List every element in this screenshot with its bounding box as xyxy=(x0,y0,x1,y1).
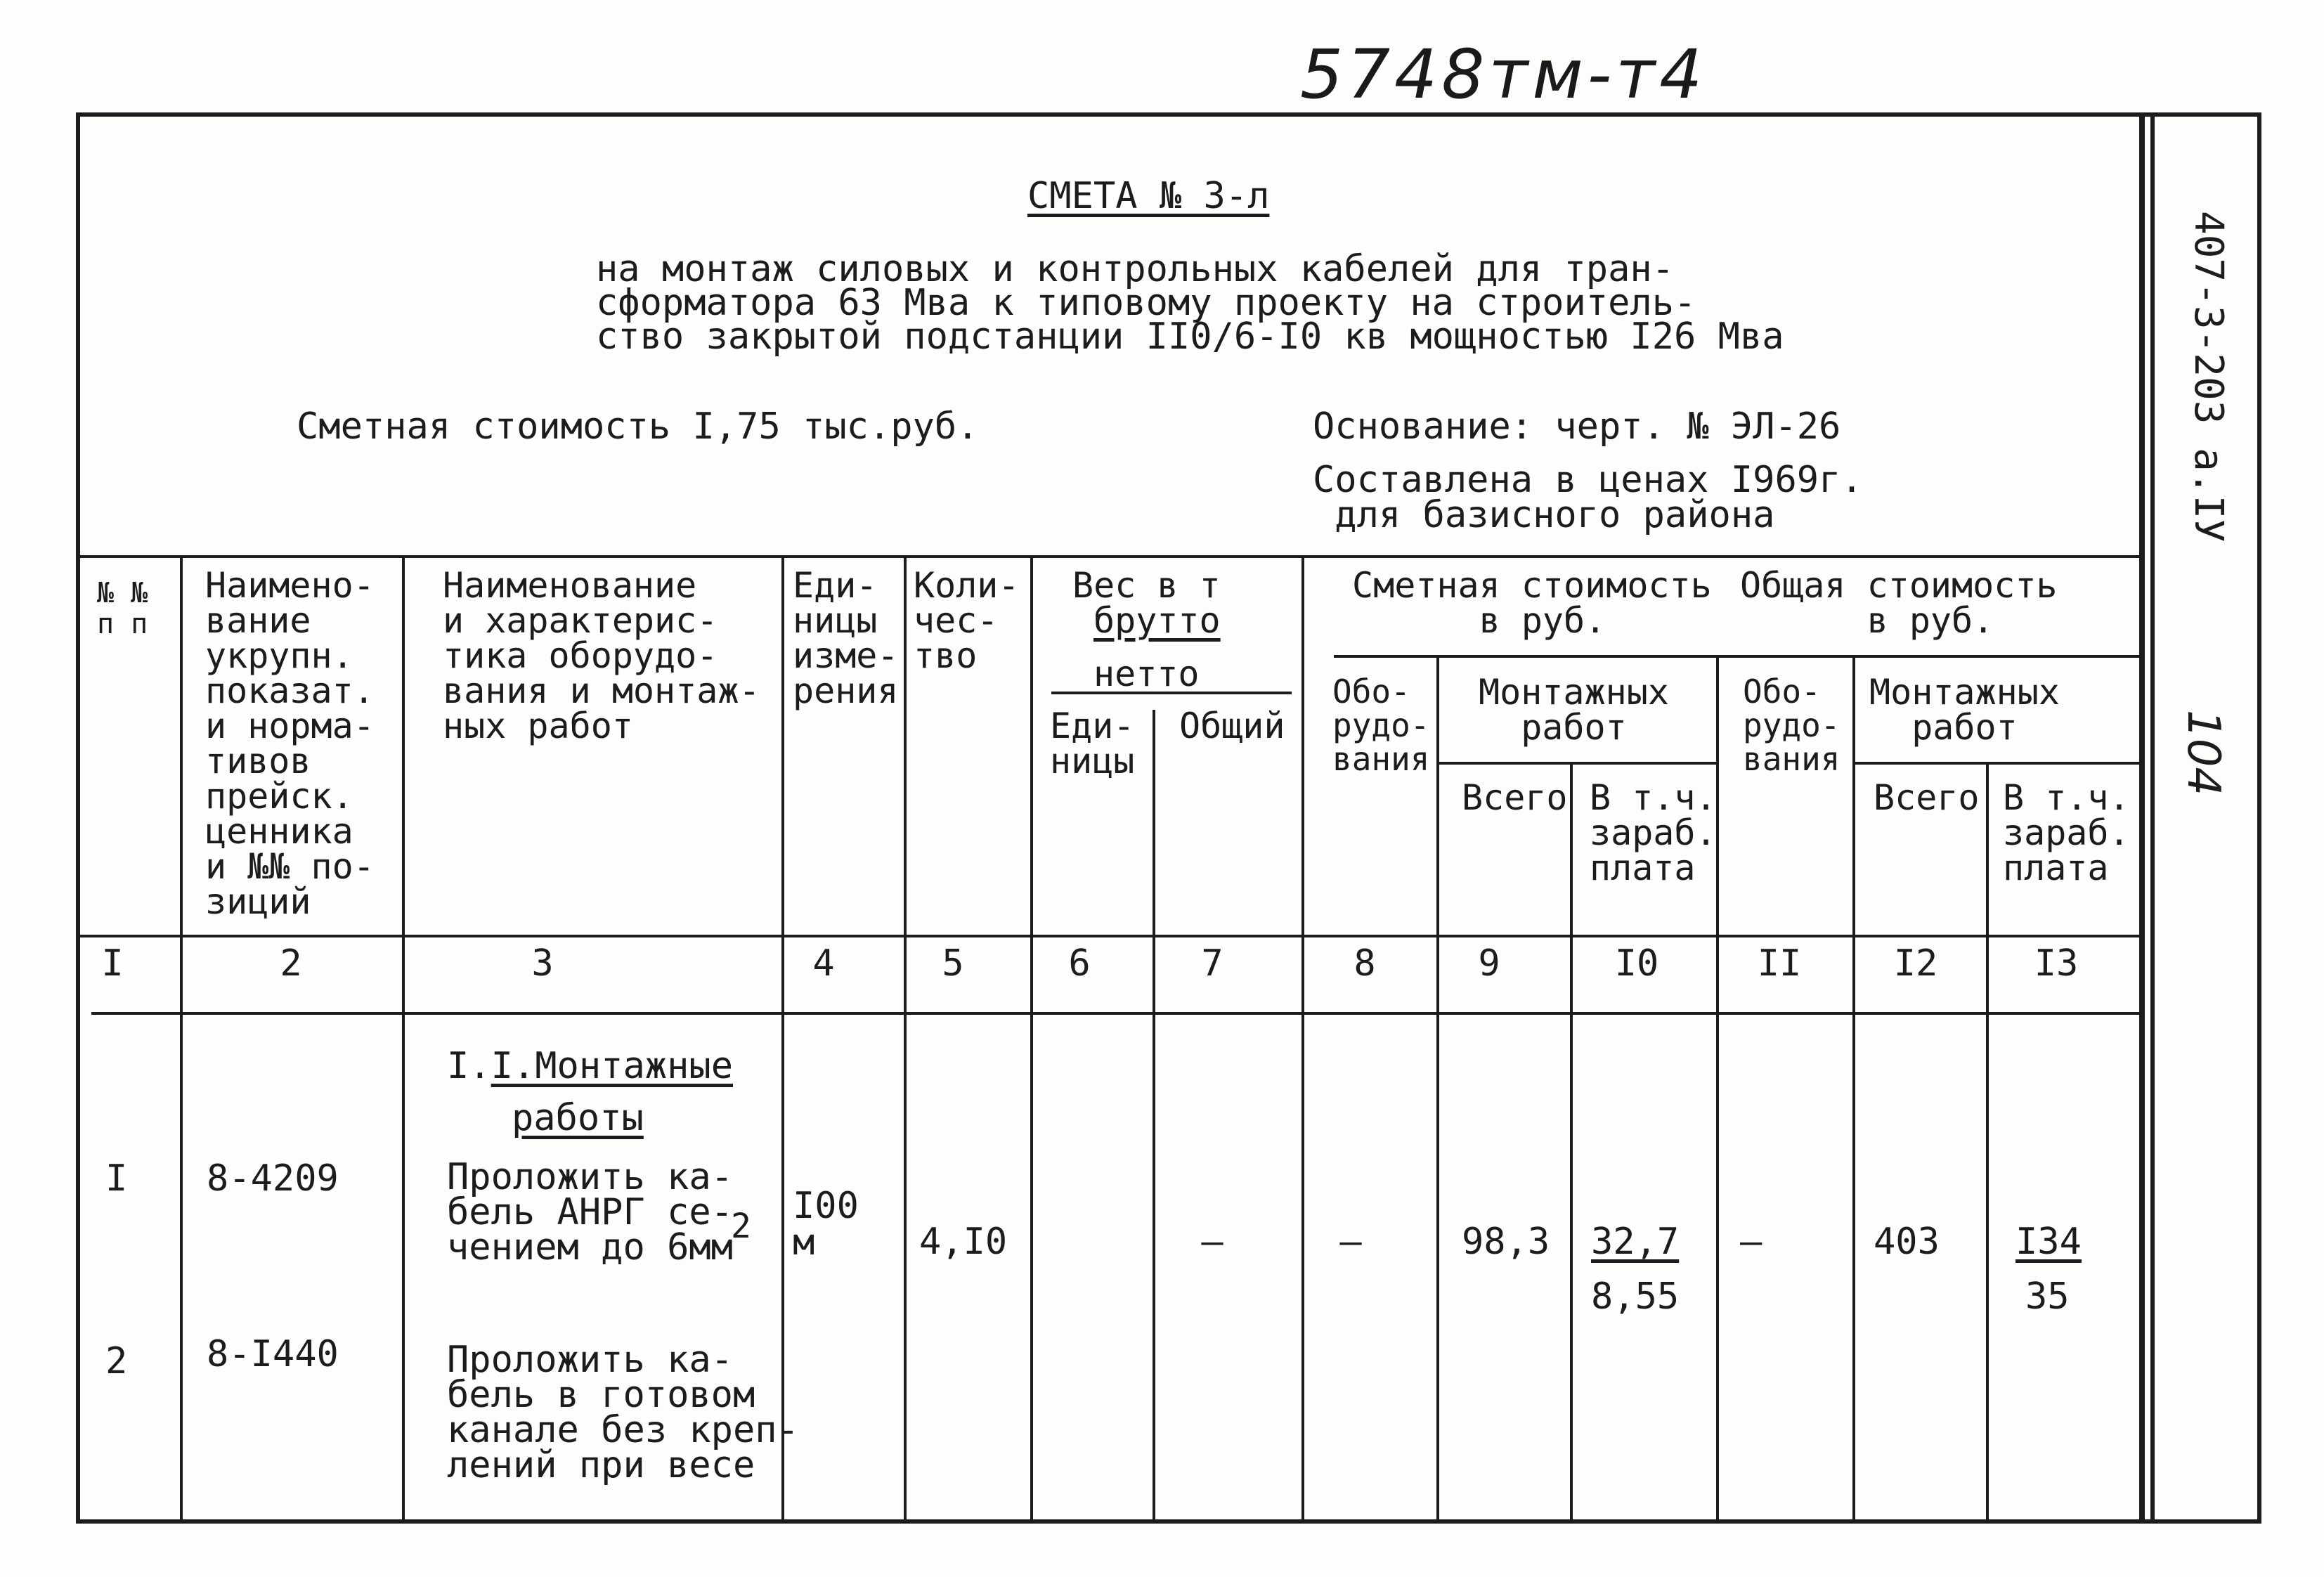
subtitle-line-2: сформатора 63 Мва к типовому проекту на строитель- xyxy=(596,282,1696,324)
row-weight-total: – xyxy=(1201,1221,1223,1263)
table-top-rule xyxy=(79,555,2142,558)
row-description: Проложить ка- бель в готовом канале без креп- лений при весе xyxy=(447,1339,799,1486)
header-number: № № п п xyxy=(97,577,148,640)
row-unit: I00 м xyxy=(793,1185,859,1264)
row-cost-wage-top: 32,7 xyxy=(1591,1221,1680,1263)
col-rule-2 xyxy=(402,555,405,1524)
header-cost-wage: В т.ч. зараб. плата xyxy=(1590,777,1717,888)
row-number: I xyxy=(105,1157,128,1200)
col-number-6: 6 xyxy=(1068,942,1091,985)
row-description-superscript: 2 xyxy=(731,1207,751,1246)
row-norm-code: 8-I440 xyxy=(207,1333,339,1375)
col-rule-6 xyxy=(1153,710,1155,1524)
row-total-equipment: – xyxy=(1740,1221,1763,1263)
col-rule-8 xyxy=(1436,655,1439,1524)
mount-subheader-rule-1 xyxy=(1439,762,1719,765)
section-title-number: I. xyxy=(447,1045,491,1087)
col-number-2: 2 xyxy=(280,942,302,985)
row-cost-mounting: 98,3 xyxy=(1462,1221,1550,1263)
header-total-mounting: Монтажных работ xyxy=(1869,672,2060,748)
header-total-wage: В т.ч. зараб. плата xyxy=(2003,777,2130,888)
section-title-line-2: работы xyxy=(512,1097,644,1139)
header-cost-equipment: Обо- рудо- вания xyxy=(1332,673,1430,778)
col-rule-7 xyxy=(1301,555,1304,1524)
header-weight-unit: Еди- ницы xyxy=(1050,706,1135,781)
col-rule-11 xyxy=(1852,655,1855,1524)
header-norm-code: Наимено- вание укрупн. показат. и норма- тивов прейск. ценника и №№ по- зиций xyxy=(205,565,375,922)
header-cost-mounting: Монтажных работ xyxy=(1479,672,1669,748)
header-description: Наименование и характерис- тика оборудо- вания и монтаж- ных работ xyxy=(443,565,760,746)
row-cost-equipment: – xyxy=(1339,1221,1362,1263)
header-netto: нетто xyxy=(1093,654,1200,694)
header-total-all: Всего xyxy=(1874,777,1980,818)
col-number-7: 7 xyxy=(1201,942,1223,985)
prices-region: для базисного района xyxy=(1313,494,1775,536)
header-bottom-rule xyxy=(79,935,2142,937)
row-number: 2 xyxy=(105,1340,128,1382)
row-description: Проложить ка- бель АНРГ се- чением до 6мм xyxy=(447,1156,733,1268)
cost-subheader-rule xyxy=(1334,655,2142,658)
row-norm-code: 8-4209 xyxy=(207,1157,339,1200)
row-total-wage-top: I34 xyxy=(2015,1221,2082,1263)
col-number-12: I2 xyxy=(1893,942,1938,985)
header-weight-total: Общий xyxy=(1179,706,1285,746)
row-cost-wage-bottom: 8,55 xyxy=(1591,1276,1680,1318)
col-rule-5 xyxy=(1030,555,1033,1524)
basis: Основание: черт. № ЭЛ-26 xyxy=(1313,405,1841,448)
col-number-9: 9 xyxy=(1478,942,1500,985)
col-rule-9 xyxy=(1570,762,1573,1524)
subtitle-line-3: ство закрытой подстанции II0/6-I0 кв мощностью I26 Мва xyxy=(596,316,1784,358)
side-document-code: 407-3-203 а.IУ xyxy=(2186,211,2231,543)
estimate-title: СМЕТА № 3-л xyxy=(1027,175,1270,217)
col-rule-12 xyxy=(1986,762,1989,1524)
col-number-8: 8 xyxy=(1353,942,1376,985)
header-cost-all: Всего xyxy=(1462,777,1568,818)
col-number-3: 3 xyxy=(531,942,554,985)
row-total-wage-bottom: 35 xyxy=(2025,1276,2070,1318)
row-total-mounting: 403 xyxy=(1874,1221,1940,1263)
header-cost-total: Общая стоимость в руб. xyxy=(1740,565,2058,641)
column-numbers-rule xyxy=(91,1012,2142,1015)
header-unit: Еди- ницы изме- рения xyxy=(793,565,899,711)
col-number-5: 5 xyxy=(942,942,964,985)
header-cost-unit: Сметная стоимость в руб. xyxy=(1352,565,1712,641)
mount-subheader-rule-2 xyxy=(1855,762,2142,765)
document-stamp: 5748тм-т4 xyxy=(1300,35,1707,114)
col-number-13: I3 xyxy=(2034,942,2079,985)
col-rule-4 xyxy=(904,555,907,1524)
row-quantity: 4,I0 xyxy=(919,1221,1008,1263)
page-number: 104 xyxy=(2177,710,2229,796)
col-number-4: 4 xyxy=(812,942,835,985)
prices-year: Составлена в ценах I969г. xyxy=(1313,459,1863,501)
col-rule-1 xyxy=(180,555,183,1524)
estimate-cost: Сметная стоимость I,75 тыс.руб. xyxy=(297,405,979,448)
header-quantity: Коли- чес- тво xyxy=(914,565,1020,676)
subtitle-line-1: на монтаж силовых и контрольных кабелей для тран- xyxy=(596,248,1675,290)
section-title-line-1 xyxy=(447,1047,733,1085)
header-weight: Вес в т xyxy=(1072,565,1221,606)
header-brutto: брутто xyxy=(1093,600,1221,641)
col-number-1: I xyxy=(101,942,124,985)
section-title-text: I.Монтажные xyxy=(491,1045,733,1087)
col-number-10: I0 xyxy=(1614,942,1659,985)
header-total-equipment: Обо- рудо- вания xyxy=(1743,673,1841,778)
col-number-11: II xyxy=(1757,942,1802,985)
